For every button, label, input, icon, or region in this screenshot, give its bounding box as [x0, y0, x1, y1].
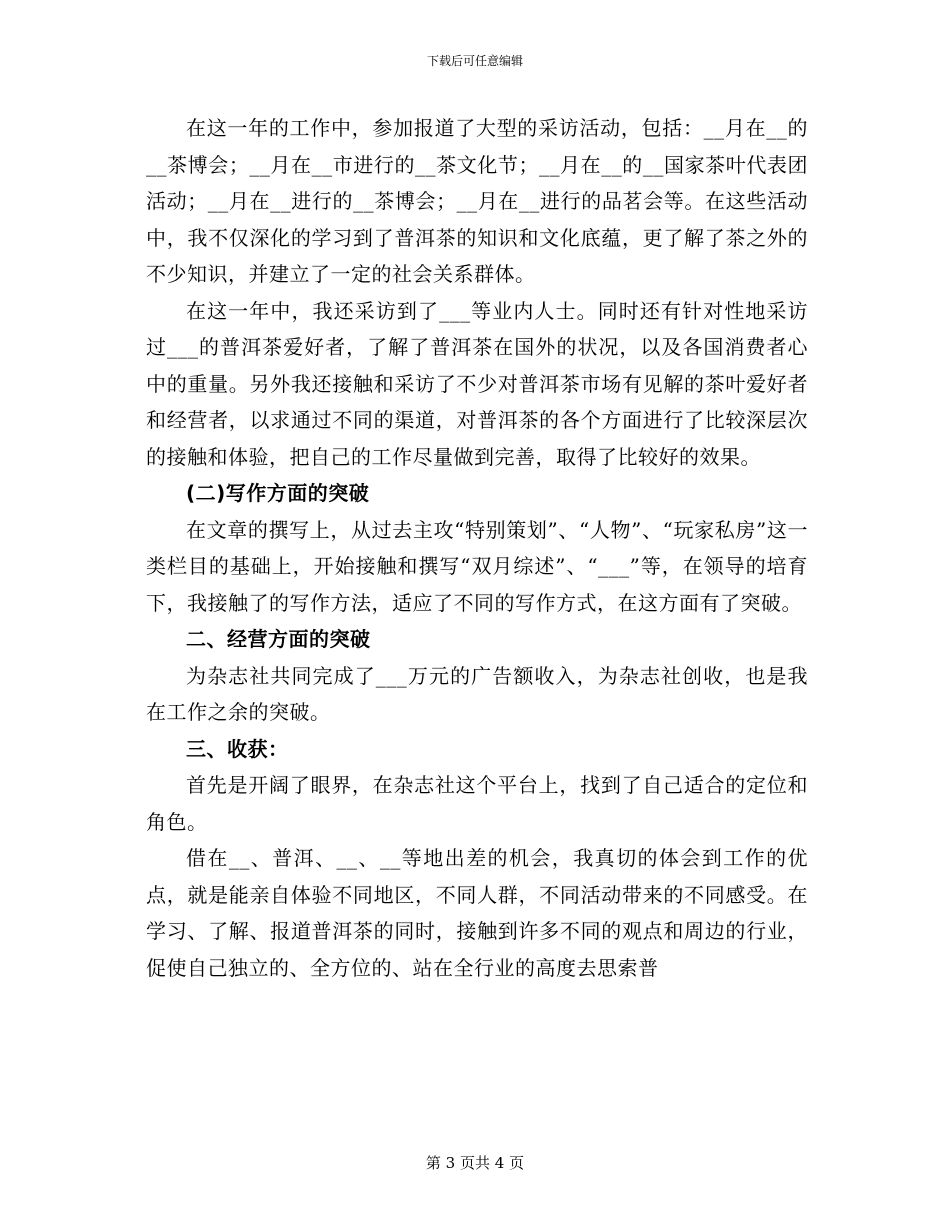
paragraph-industry-interviews: 在这一年中，我还采访到了___等业内人士。同时还有针对性地采访过___的普洱茶爱好者，了解了普洱茶在国外的状况，以及各国消费者心中的重量。另外我还接触和采访了不少对普洱茶市场有见解的茶叶爱好者和经营者，以求通过不同的渠道，对普洱茶的各个方面进行了比较深层次的接触和体验，把自己的工作尽量做到完善，取得了比较好的效果。: [146, 298, 808, 469]
page-header: 下载后可任意编辑: [426, 54, 523, 68]
paragraph-writing: 在文章的撰写上，从过去主攻“特别策划”、“人物”、“玩家私房”这一类栏目的基础上，开始接触和撰写“双月综述”、“___”等，在领导的培育下，我接触了的写作方法，适应了不同的写作方式，在这方面有了突破。: [146, 517, 808, 615]
document-body: [146, 110, 808, 986]
section-heading-business: 二、经营方面的突破: [186, 627, 371, 651]
paragraph-business: 为杂志社共同完成了___万元的广告额收入，为杂志社创收，也是我在工作之余的突破。: [146, 663, 808, 724]
section-heading-gains: 三、收获：: [186, 736, 289, 761]
section-heading-writing: (二)写作方面的突破: [186, 481, 370, 505]
paragraph-gains-2: 借在__、普洱、__、__等地出差的机会，我真切的体会到工作的优点，就是能亲自体验不同地区，不同人群，不同活动带来的不同感受。在学习、了解、报道普洱茶的同时，接触到许多不同的观点和周边的行业，促使自己独立的、全方位的、站在全行业的高度去思索普: [146, 846, 808, 980]
paragraph-gains-1: 首先是开阔了眼界，在杂志社这个平台上，找到了自己适合的定位和角色。: [146, 773, 808, 834]
page-footer: 第 3 页共 4 页: [425, 1154, 525, 1172]
paragraph-interview-activities: 在这一年的工作中，参加报道了大型的采访活动，包括：__月在__的__茶博会；__月在__市进行的__茶文化节；__月在__的__国家茶叶代表团活动；__月在__进行的__茶博会；__月在__进行的品茗会等。在这些活动中，我不仅深化的学习到了普洱茶的知识和文化底蕴，更了解了茶之外的不少知识，并建立了一定的社会关系群体。: [146, 116, 808, 286]
